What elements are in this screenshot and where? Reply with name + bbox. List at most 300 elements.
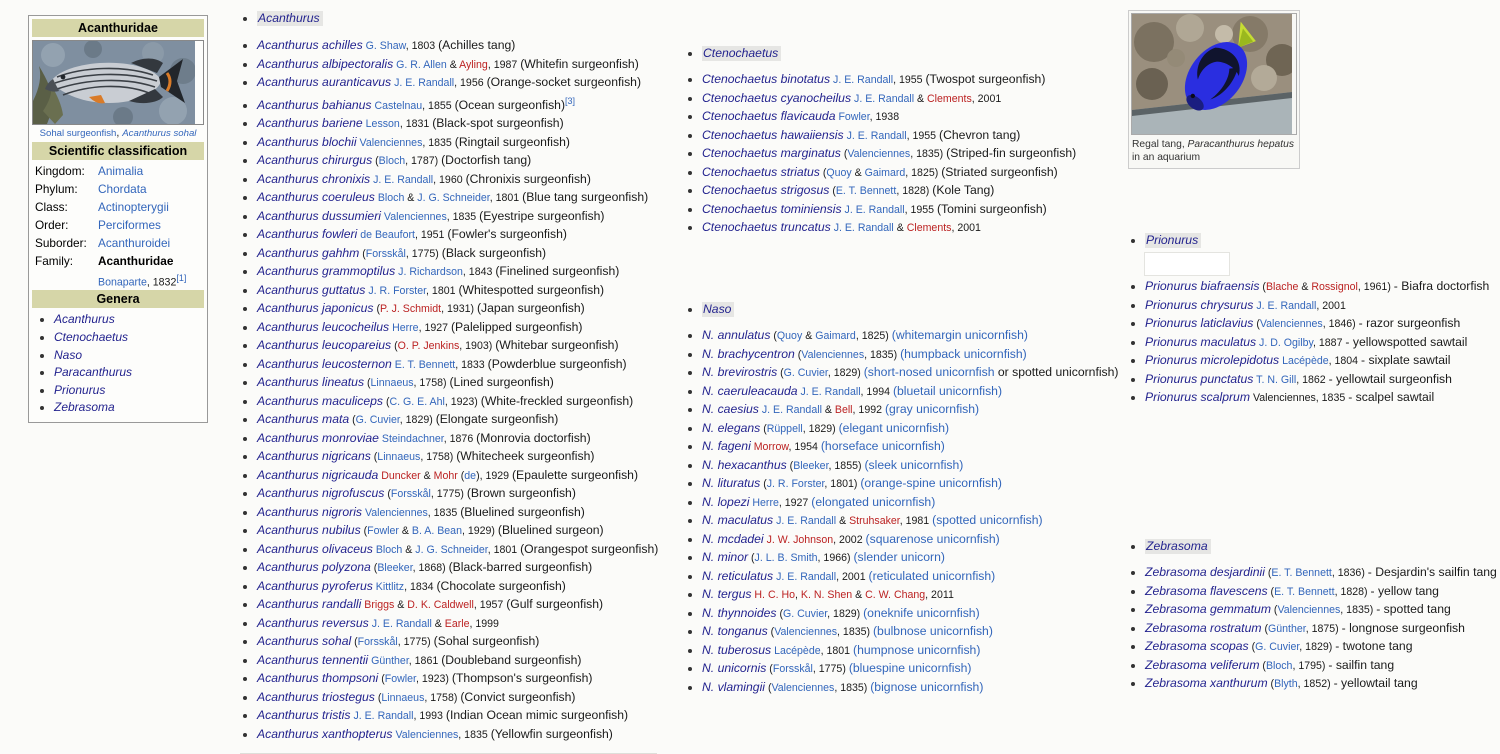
author-redlink[interactable]: H. C. Ho xyxy=(754,589,796,601)
species-link[interactable]: Prionurus chrysurus xyxy=(1145,297,1254,312)
author-link[interactable]: G. Cuvier xyxy=(783,367,828,379)
text: , 1931) xyxy=(441,303,477,316)
genus-link[interactable]: Zebrasoma xyxy=(54,400,115,415)
text: (Orange-socket surgeonfish) xyxy=(486,75,642,89)
common-name-link[interactable]: (bluetail unicornfish) xyxy=(892,383,1003,398)
species-link[interactable]: Acanthurus nigrofuscus xyxy=(257,486,385,501)
species-item xyxy=(257,596,657,615)
species-link[interactable]: Acanthurus coeruleus xyxy=(257,190,375,205)
species-link[interactable]: Acanthurus pyroferus xyxy=(257,578,373,593)
author-redlink[interactable]: Clements xyxy=(906,222,952,234)
species-link[interactable]: Acanthurus tennentii xyxy=(257,652,369,667)
species-link[interactable]: N. tonganus xyxy=(702,624,768,638)
family-name: Acanthuridae xyxy=(98,254,174,268)
author-link[interactable]: J. E. Randall xyxy=(373,173,434,186)
author-link[interactable]: J. L. B. Smith xyxy=(754,552,818,564)
common-name-link[interactable]: (squarenose unicornfish) xyxy=(865,531,1000,546)
author-redlink[interactable]: Earle xyxy=(444,617,470,630)
author-link[interactable]: de xyxy=(464,469,477,482)
species-link[interactable]: N. thynnoides xyxy=(702,605,777,620)
text: (Black-spot surgeonfish) xyxy=(432,116,564,131)
species-link[interactable]: Ctenochaetus cyanocheilus xyxy=(702,90,852,105)
species-link[interactable]: Ctenochaetus flavicauda xyxy=(702,109,836,123)
text: - Desjardin's sailfin tang xyxy=(1367,565,1497,579)
author-link[interactable]: J. E. Randall xyxy=(394,77,455,89)
common-name-link[interactable]: (spotted unicornfish) xyxy=(932,513,1043,527)
text: - Biafra doctorfish xyxy=(1393,279,1490,293)
text: , 1787) xyxy=(405,155,442,168)
text: , 1835) xyxy=(834,681,871,694)
species-link[interactable]: N. caesius xyxy=(702,402,759,416)
text: , 1955 xyxy=(906,129,940,142)
author-redlink[interactable]: Duncker xyxy=(381,469,421,482)
author-link[interactable]: Bloch xyxy=(378,155,406,168)
species-link[interactable]: Prionurus microlepidotus xyxy=(1145,353,1280,367)
species-link[interactable]: N. unicornis xyxy=(702,661,767,675)
author-link[interactable]: J. E. Randall xyxy=(833,222,894,234)
species-link[interactable]: Zebrasoma scopas xyxy=(1145,639,1249,653)
taxon-link[interactable]: Acanthuroidei xyxy=(98,236,171,250)
species-item xyxy=(257,374,657,393)
species-link[interactable]: Zebrasoma gemmatum xyxy=(1145,602,1271,616)
species-link[interactable]: N. mcdadei xyxy=(702,531,764,546)
author-link[interactable]: Bloch xyxy=(375,543,403,556)
author-link[interactable]: Linnaeus xyxy=(381,691,425,704)
author-redlink[interactable]: K. N. Shen xyxy=(800,589,853,601)
species-link[interactable]: Acanthurus leucocheilus xyxy=(257,319,390,334)
common-name-link[interactable]: (whitemargin unicornfish) xyxy=(891,328,1028,342)
author-link[interactable]: J. R. Forster xyxy=(368,284,427,297)
species-link[interactable]: N. elegans xyxy=(702,420,761,435)
species-link[interactable]: N. lituratus xyxy=(702,476,761,490)
author-link[interactable]: Günther xyxy=(371,654,409,667)
text: ( xyxy=(384,488,391,501)
species-link[interactable]: Zebrasoma desjardinii xyxy=(1145,565,1265,579)
author-redlink[interactable]: C. W. Chang xyxy=(865,589,926,601)
author-link[interactable]: Bloch xyxy=(1265,659,1293,672)
author-link[interactable]: Kittlitz xyxy=(375,580,405,593)
genus-link[interactable]: Paracanthurus xyxy=(54,365,133,380)
genus-header-prionurus xyxy=(1128,232,1500,248)
author-link[interactable]: J. E. Randall xyxy=(854,92,915,105)
species-link[interactable]: Acanthurus tristis xyxy=(257,708,351,723)
reference-link[interactable]: [1] xyxy=(176,273,187,283)
text: , 1835 xyxy=(422,136,455,149)
author-link[interactable]: J. E. Randall xyxy=(776,515,837,527)
author-link[interactable]: Herre xyxy=(752,496,779,509)
author-link[interactable]: G. Cuvier xyxy=(355,414,400,427)
author-link[interactable]: Valenciennes xyxy=(801,348,865,361)
species-link[interactable]: Ctenochaetus binotatus xyxy=(702,72,831,86)
species-link[interactable]: Acanthurus reversus xyxy=(257,615,369,630)
text: , 1862 xyxy=(1296,373,1329,386)
genus-link[interactable]: Ctenochaetus xyxy=(54,330,129,345)
species-link[interactable]: Acanthurus nigricans xyxy=(257,449,371,464)
species-item xyxy=(1145,638,1500,657)
text: , 1846) xyxy=(1322,318,1359,330)
species-link[interactable]: Acanthurus leucosternon xyxy=(257,356,392,371)
author-redlink[interactable]: Clements xyxy=(927,92,972,105)
author-link[interactable]: J. G. Schneider xyxy=(417,192,490,205)
author-link[interactable]: Valenciennes xyxy=(847,148,911,160)
species-link[interactable]: N. brevirostris xyxy=(702,365,778,379)
species-link[interactable]: Zebrasoma flavescens xyxy=(1145,583,1268,598)
author-redlink[interactable]: Struhsaker xyxy=(849,515,900,527)
species-item xyxy=(1145,352,1500,371)
species-link[interactable]: Acanthurus thompsoni xyxy=(257,671,379,686)
text: (Striped-fin surgeonfish) xyxy=(946,146,1077,160)
sohal-surgeonfish-image[interactable] xyxy=(32,40,204,125)
species-link[interactable]: Acanthurus guttatus xyxy=(257,282,366,297)
text: ( xyxy=(349,414,356,427)
author-link[interactable]: G. Cuvier xyxy=(1255,641,1300,653)
species-link[interactable]: Zebrasoma rostratum xyxy=(1145,620,1262,635)
taxon-link[interactable]: Actinopterygii xyxy=(98,200,169,214)
author-link[interactable]: Steindachner xyxy=(381,432,444,445)
species-link[interactable]: Acanthurus leucopareius xyxy=(257,338,392,353)
author-link[interactable]: Günther xyxy=(1267,622,1306,635)
text: ( xyxy=(370,562,378,575)
author-link[interactable]: Herre xyxy=(392,321,419,334)
author-link[interactable]: B. A. Bean xyxy=(411,525,462,538)
author-link[interactable]: Fowler xyxy=(838,111,870,123)
common-name-link[interactable]: (humpback unicornfish) xyxy=(900,346,1027,361)
author-link[interactable]: J. E. Randall xyxy=(761,404,822,416)
species-link[interactable]: N. brachycentron xyxy=(702,346,795,361)
text: ( xyxy=(391,340,398,353)
species-link[interactable]: Acanthurus nubilus xyxy=(257,523,361,538)
species-link[interactable]: Acanthurus dussumieri xyxy=(257,208,381,223)
author-link[interactable]: Bloch xyxy=(377,192,405,205)
author-link[interactable]: E. T. Bennett xyxy=(1274,585,1335,598)
genus-link[interactable]: Ctenochaetus xyxy=(702,46,781,61)
species-link[interactable]: Acanthurus olivaceus xyxy=(257,541,373,556)
author-link[interactable]: Valenciennes xyxy=(395,728,459,741)
taxon-link[interactable]: Perciformes xyxy=(98,218,161,232)
species-item xyxy=(257,171,657,190)
author-link[interactable]: Forsskål xyxy=(357,636,398,649)
species-link[interactable]: Acanthurus xanthopterus xyxy=(257,726,393,741)
text: ( xyxy=(760,478,767,490)
classification-title: Scientific classification xyxy=(32,142,204,160)
species-link[interactable]: Acanthurus chirurgus xyxy=(257,153,373,168)
text: - yellowspotted sawtail xyxy=(1345,334,1468,349)
species-link[interactable]: Prionurus punctatus xyxy=(1145,371,1254,386)
species-link[interactable]: Acanthurus achilles xyxy=(257,38,363,52)
author-link[interactable]: Linnaeus xyxy=(370,377,414,390)
author-link[interactable]: E. T. Bennett xyxy=(1271,567,1332,579)
genus-header-acanthurus xyxy=(240,10,650,26)
genus-link[interactable]: Acanthurus xyxy=(257,11,323,26)
middle-column xyxy=(685,45,1119,694)
author-redlink[interactable]: D. K. Caldwell xyxy=(407,599,474,612)
species-link[interactable]: Prionurus maculatus xyxy=(1145,334,1257,349)
genus-header-item xyxy=(257,10,650,26)
species-link[interactable]: Acanthurus sohal xyxy=(257,634,352,649)
species-link[interactable]: Ctenochaetus tominiensis xyxy=(702,201,842,216)
author-link[interactable]: E. T. Bennett xyxy=(835,185,897,197)
common-name-link[interactable]: (bluespine unicornfish) xyxy=(848,661,972,675)
author-link[interactable]: Fowler xyxy=(367,525,399,538)
species-link[interactable]: N. hexacanthus xyxy=(702,457,787,472)
prionurus-section xyxy=(1128,232,1500,408)
genera-list xyxy=(32,311,204,417)
author-link[interactable]: J. E. Randall xyxy=(353,710,414,723)
species-link[interactable]: Acanthurus fowleri xyxy=(257,227,358,242)
species-item xyxy=(1145,278,1500,297)
species-link[interactable]: Acanthurus nigricauda xyxy=(257,467,379,482)
species-link[interactable]: Prionurus biafraensis xyxy=(1145,279,1260,293)
species-link[interactable]: Ctenochaetus truncatus xyxy=(702,220,831,234)
text: (Ringtail surgeonfish) xyxy=(454,134,570,149)
common-name-link[interactable]: (gray unicornfish) xyxy=(884,402,980,416)
author-link[interactable]: Bonaparte xyxy=(98,276,147,289)
author-link[interactable]: J. E. Randall xyxy=(1256,299,1317,312)
species-link[interactable]: Ctenochaetus striatus xyxy=(702,164,820,179)
species-item xyxy=(257,430,657,449)
species-link[interactable]: Acanthurus maculiceps xyxy=(257,393,383,408)
species-link[interactable]: Acanthurus randalli xyxy=(257,597,362,612)
author-redlink[interactable]: Morrow xyxy=(753,441,789,453)
species-item xyxy=(257,37,657,56)
author-redlink[interactable]: Ayling xyxy=(459,58,488,71)
species-link[interactable]: N. annulatus xyxy=(702,328,771,342)
species-link[interactable]: Acanthurus bariene xyxy=(257,116,363,131)
author-link[interactable]: E. T. Bennett xyxy=(394,358,456,371)
author-link[interactable]: Valenciennes xyxy=(771,681,835,694)
author-link[interactable]: Valenciennes xyxy=(359,136,423,149)
text: , 1875) xyxy=(1305,622,1342,635)
common-name-link[interactable]: (orange-spine unicornfish) xyxy=(860,476,1002,490)
genus-link[interactable]: Naso xyxy=(54,347,83,362)
author-link[interactable]: J. D. Ogilby xyxy=(1259,336,1314,349)
author-link[interactable]: G. Cuvier xyxy=(783,607,828,620)
species-link[interactable]: Acanthurus triostegus xyxy=(257,689,375,704)
species-item xyxy=(257,522,657,541)
author-link[interactable]: J. E. Randall xyxy=(833,74,894,86)
author-link[interactable]: Lesson xyxy=(365,118,400,131)
text: , 2002 xyxy=(833,533,866,546)
text: , 1828) xyxy=(896,185,933,197)
species-link[interactable]: N. fageni xyxy=(702,439,751,453)
author-redlink[interactable]: P. J. Schmidt xyxy=(380,303,442,316)
taxon-link[interactable]: Animalia xyxy=(98,164,144,178)
species-item xyxy=(1145,675,1500,694)
author-link[interactable]: Quoy xyxy=(776,330,803,342)
species-item xyxy=(257,208,657,227)
text: , 1801) xyxy=(824,478,861,490)
text: , 1801 xyxy=(489,192,523,205)
common-name-link[interactable]: (bignose unicornfish) xyxy=(870,679,984,694)
author-link[interactable]: J. E. Randall xyxy=(776,570,837,583)
species-item xyxy=(702,494,1115,513)
author-link[interactable]: Rüppell xyxy=(766,422,803,435)
text: - longnose surgeonfish xyxy=(1341,620,1465,635)
species-link[interactable]: N. vlamingii xyxy=(702,679,765,694)
caption-link[interactable]: Sohal surgeonfish xyxy=(39,128,117,139)
author-link[interactable]: J. R. Forster xyxy=(766,478,825,490)
author-link[interactable]: Valenciennes xyxy=(383,210,447,223)
text: , 1994 xyxy=(860,385,893,398)
text: ( xyxy=(372,155,379,168)
text: (Kole Tang) xyxy=(932,183,995,197)
species-item xyxy=(257,578,657,597)
author-link[interactable]: J. E. Randall xyxy=(844,203,905,216)
species-link[interactable]: N. tergus xyxy=(702,587,752,601)
author-link[interactable]: Valenciennes xyxy=(1277,604,1341,616)
species-link[interactable]: Acanthurus monroviae xyxy=(257,430,379,445)
species-item xyxy=(54,399,204,417)
author-link[interactable]: Blyth xyxy=(1274,678,1298,690)
species-item xyxy=(1145,389,1500,408)
author-link[interactable]: Forsskål xyxy=(365,247,406,260)
species-link[interactable]: N. lopezi xyxy=(702,494,750,509)
author-link[interactable]: J. G. Schneider xyxy=(415,543,488,556)
author-link[interactable]: Bleeker xyxy=(377,562,413,575)
common-name-link[interactable]: (elongated unicornfish) xyxy=(811,494,936,509)
text: (Achilles tang) xyxy=(438,38,516,52)
common-name-link[interactable]: (reticulated unicornfish) xyxy=(868,568,996,583)
species-item xyxy=(1145,657,1500,676)
author-redlink[interactable]: Briggs xyxy=(364,599,395,612)
species-item xyxy=(702,327,1115,346)
author-redlink[interactable]: Rossignol xyxy=(1311,281,1358,293)
author-link[interactable]: J. E. Randall xyxy=(846,129,907,142)
author-link[interactable]: G. R. Allen xyxy=(396,58,447,71)
species-item xyxy=(702,642,1115,661)
text: , 1927 xyxy=(418,321,451,334)
species-item xyxy=(702,475,1115,494)
text: , 2001 xyxy=(951,222,981,234)
author-redlink[interactable]: J. W. Johnson xyxy=(766,533,834,546)
taxobox-title: Acanthuridae xyxy=(32,19,204,37)
species-link[interactable]: Acanthurus lineatus xyxy=(257,375,365,390)
author-link[interactable]: J. E. Randall xyxy=(800,385,861,398)
author-link[interactable]: Lacépède xyxy=(1282,355,1329,367)
species-link[interactable]: Acanthurus japonicus xyxy=(257,301,374,316)
species-link[interactable]: Acanthurus blochii xyxy=(257,134,357,149)
author-redlink[interactable]: Mohr xyxy=(433,469,458,482)
genus-link[interactable]: Naso xyxy=(702,302,734,317)
author-link[interactable]: Quoy xyxy=(826,166,852,179)
author-link[interactable]: Forsskål xyxy=(390,488,431,501)
author-redlink[interactable]: Blache xyxy=(1265,281,1299,293)
taxon-link[interactable]: Chordata xyxy=(98,182,147,196)
common-name-link[interactable]: (oneknife unicornfish) xyxy=(863,605,980,620)
genus-link[interactable]: Prionurus xyxy=(1145,233,1201,248)
ctenochaetus-section xyxy=(685,45,1115,238)
author-link[interactable]: Bleeker xyxy=(793,459,829,472)
family-authority xyxy=(32,273,204,290)
common-name-link[interactable]: (sleek unicornfish) xyxy=(864,457,964,472)
text: ( xyxy=(1259,281,1266,293)
species-link[interactable]: N. reticulatus xyxy=(702,568,774,583)
species-item xyxy=(702,586,1115,605)
species-link[interactable]: Zebrasoma veliferum xyxy=(1145,657,1260,672)
author-link[interactable]: Linnaeus xyxy=(377,451,421,464)
author-link[interactable]: T. N. Gill xyxy=(1256,373,1297,386)
prionurus-species-list xyxy=(1128,278,1500,408)
species-link[interactable]: Zebrasoma xanthurum xyxy=(1145,676,1268,690)
species-item xyxy=(702,71,1115,90)
author-link[interactable]: Gaimard xyxy=(815,330,856,342)
species-link[interactable]: Ctenochaetus strigosus xyxy=(702,183,830,197)
common-name-link[interactable]: (humpnose unicornfish) xyxy=(853,642,981,657)
author-link[interactable]: de Beaufort xyxy=(360,229,415,242)
classification-row xyxy=(32,252,204,270)
text: (Finelined surgeonfish) xyxy=(495,264,620,279)
species-item xyxy=(702,219,1115,238)
text: (Whitecheek surgeonfish) xyxy=(456,449,595,464)
text: , 1775) xyxy=(397,636,434,649)
species-link[interactable]: N. maculatus xyxy=(702,513,774,527)
species-item xyxy=(257,226,657,245)
author-link[interactable]: C. G. E. Ahl xyxy=(389,395,445,408)
author-link[interactable]: Castelnau xyxy=(374,99,423,112)
species-link[interactable]: N. tuberosus xyxy=(702,642,772,657)
species-item xyxy=(702,383,1115,402)
species-link[interactable]: Acanthurus auranticavus xyxy=(257,75,392,89)
common-name-link[interactable]: (horseface unicornfish) xyxy=(820,439,945,453)
author-link[interactable]: Valenciennes xyxy=(364,506,428,519)
common-name-link[interactable]: (elegant unicornfish) xyxy=(838,420,950,435)
species-item xyxy=(257,541,657,560)
text: (Tomini surgeonfish) xyxy=(936,201,1047,216)
common-name-link[interactable]: (slender unicorn) xyxy=(853,550,945,564)
species-link[interactable]: Ctenochaetus marginatus xyxy=(702,146,841,160)
author-link[interactable]: Forsskål xyxy=(772,663,813,675)
species-link[interactable]: Acanthurus chronixis xyxy=(257,171,371,186)
author-link[interactable]: Valenciennes xyxy=(1259,318,1323,330)
common-name-link[interactable]: (bulbnose unicornfish) xyxy=(872,624,993,638)
text: , 1758) xyxy=(424,691,461,704)
author-link[interactable]: Fowler xyxy=(384,673,416,686)
genus-link[interactable]: Zebrasoma xyxy=(1145,539,1211,554)
author-link[interactable]: J. E. Randall xyxy=(371,617,432,630)
species-item xyxy=(257,245,657,264)
author-redlink[interactable]: Bell xyxy=(834,404,853,416)
common-name-link[interactable]: (short-nosed unicornfish xyxy=(863,365,995,379)
species-link[interactable]: N. minor xyxy=(702,550,749,564)
species-link[interactable]: Acanthurus albipectoralis xyxy=(257,56,394,71)
species-link[interactable]: Prionurus laticlavius xyxy=(1145,316,1254,330)
reference-link[interactable]: [3] xyxy=(565,95,576,106)
species-link[interactable]: Acanthurus bahianus xyxy=(257,97,372,112)
species-link[interactable]: N. caeruleacauda xyxy=(702,383,798,398)
regal-tang-caption xyxy=(1131,135,1297,166)
species-link[interactable]: Acanthurus grammoptilus xyxy=(257,264,396,279)
genus-link[interactable]: Acanthurus xyxy=(54,312,115,327)
author-link[interactable]: J. Richardson xyxy=(398,266,463,279)
author-redlink[interactable]: O. P. Jenkins xyxy=(397,340,460,353)
regal-tang-image[interactable] xyxy=(1131,13,1297,135)
author-link[interactable]: G. Shaw xyxy=(365,40,406,52)
author-link[interactable]: Valenciennes xyxy=(774,626,838,638)
author-link[interactable]: Lacépède xyxy=(774,644,821,657)
species-item xyxy=(257,115,657,134)
species-link[interactable]: Acanthurus polyzona xyxy=(257,560,371,575)
species-link[interactable]: Acanthurus nigroris xyxy=(257,504,362,519)
classification-row xyxy=(32,216,204,234)
genus-link[interactable]: Prionurus xyxy=(54,382,106,397)
species-link[interactable]: Prionurus scalprum xyxy=(1145,390,1250,404)
caption-species-link[interactable]: Acanthurus sohal xyxy=(122,128,197,139)
author-link[interactable]: Gaimard xyxy=(864,166,906,179)
species-link[interactable]: Acanthurus mata xyxy=(257,412,350,427)
species-link[interactable]: Acanthurus gahhm xyxy=(257,245,360,260)
species-link[interactable]: Ctenochaetus hawaiiensis xyxy=(702,127,844,142)
species-item xyxy=(702,512,1115,531)
